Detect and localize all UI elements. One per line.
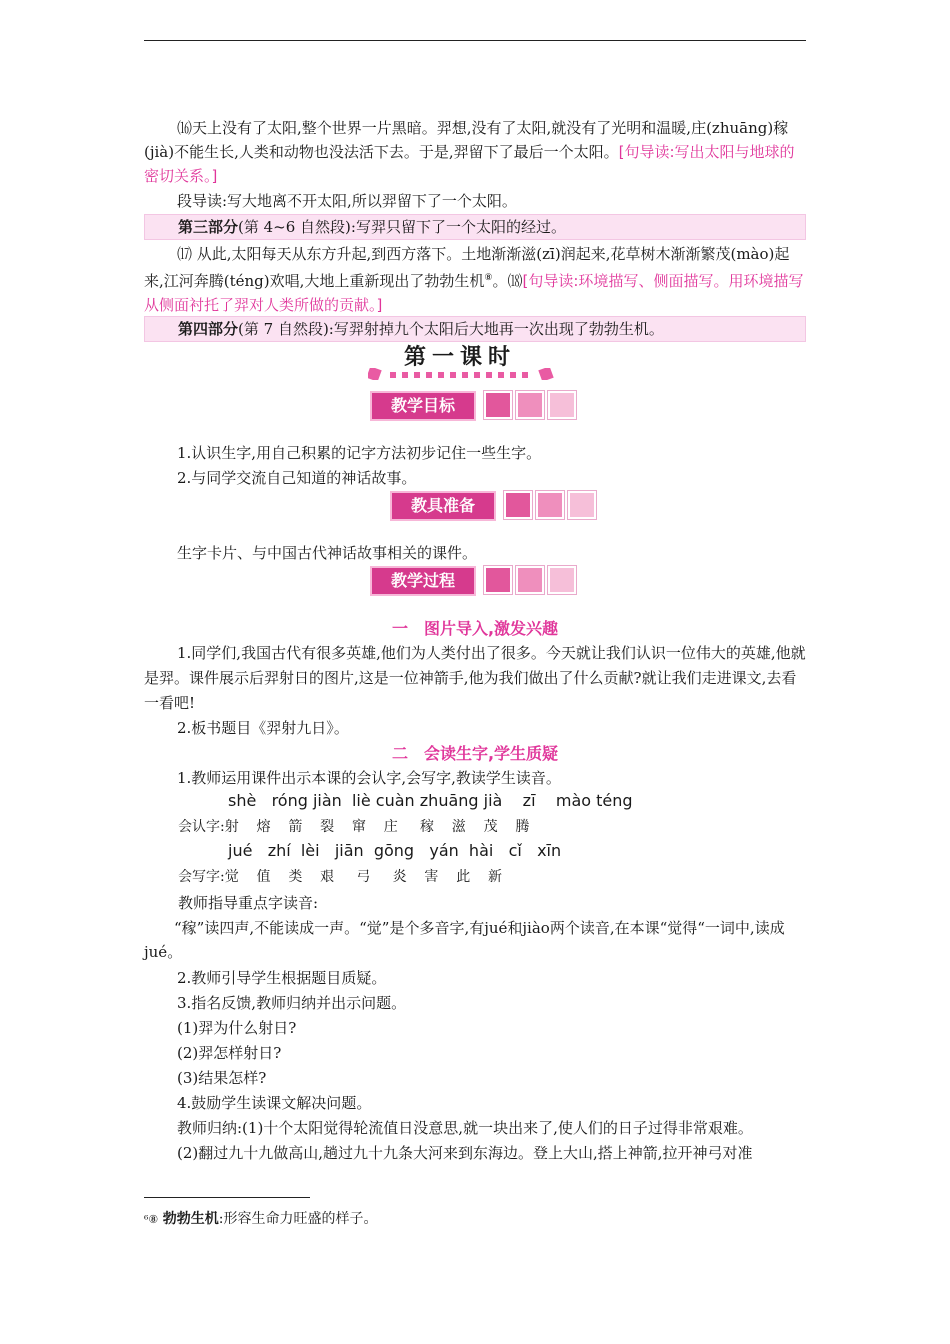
paragraph-17: ⒄ 从此,太阳每天从东方升起,到西方落下。土地渐渐滋(zī)润起来,花草树木渐渐繁茂(mào)起来,江河奔腾(téng)欢唱,大地上重新现出了勃勃生机⑧。⒅[句导读:环境描写、侧面描写。用环境描写从侧面衬托了羿对人类所做的贡献。]	[144, 245, 804, 314]
guide-text: “稼”读四声,不能读成一声。“觉”是个多音字,有jué和jiào两个读音,在本课“觉得“一词中,读成jué。	[144, 919, 785, 961]
goal-1: 1.认识生字,用自己积累的记字方法初步记住一些生字。	[177, 444, 542, 462]
section-2-title: 二 会读生字,学生质疑	[391, 744, 559, 763]
section-2-paragraph-2: 2.教师引导学生根据题目质疑。	[177, 969, 387, 987]
header-rule	[144, 40, 806, 41]
section-1-paragraph-1: 1.同学们,我国古代有很多英雄,他们为人类付出了很多。今天就让我们认识一位伟大的英雄,他就是羿。课件展示后羿射日的图片,这是一位神箭手,他为我们做出了什么贡献?就让我们走进课文,去看一看吧!	[144, 644, 806, 712]
pinyin-recognize-row: shè róng jiàn liè cuàn zhuāng jià zī mào téng	[228, 791, 633, 810]
hanzi-recognize-row: 会认字:射 熔 箭 裂 窜 庄 稼 滋 茂 腾	[178, 819, 530, 835]
question-2: (2)羿怎样射日?	[177, 1044, 282, 1062]
section-2-paragraph-3: 3.指名反馈,教师归纳并出示问题。	[177, 994, 407, 1012]
lesson-title: 第一课时	[403, 345, 516, 370]
part3-band: 第三部分(第 4~6 自然段):写羿只留下了一个太阳的经过。	[144, 214, 806, 240]
section-2-paragraph-1: 1.教师运用课件出示本课的会认字,会写字,教读学生读音。	[177, 769, 561, 787]
section-1-title: 一 图片导入,激发兴趣	[391, 619, 559, 638]
section-1-paragraph-2: 2.板书题目《羿射九日》。	[177, 719, 349, 737]
hanzi-write-row: 会写字:觉 值 类 艰 弓 炎 害 此 新	[178, 869, 503, 885]
teaching-tools-badge: 教具准备	[390, 491, 600, 521]
pinyin-write-row: jué zhí lèi jiān gōng yán hài cǐ xīn	[228, 841, 562, 860]
paragraph-16: ⒃天上没有了太阳,整个世界一片黑暗。羿想,没有了太阳,就没有了光明和温暖,庄(zhuāng)稼(jià)不能生长,人类和动物也没法活下去。于是,羿留下了最后一个太阳。[句导读:写出太阳与地球的密切关系。]	[144, 119, 795, 185]
tools-text: 生字卡片、与中国古代神话故事相关的课件。	[177, 544, 478, 562]
segment-note-3: 段导读:写大地离不开太阳,所以羿留下了一个太阳。	[177, 192, 517, 210]
footnote-rule	[144, 1197, 310, 1198]
part4-band: 第四部分(第 7 自然段):写羿射掉九个太阳后大地再一次出现了勃勃生机。	[144, 316, 806, 342]
guide-label: 教师指导重点字读音:	[178, 894, 319, 912]
section-2-paragraph-4: 4.鼓励学生读课文解决问题。	[177, 1094, 372, 1112]
footnote: ⁶⑧ 勃勃生机:形容生命力旺盛的样子。	[144, 1211, 378, 1227]
teaching-process-badge: 教学过程	[370, 566, 580, 596]
question-3: (3)结果怎样?	[177, 1069, 267, 1087]
summary-2: (2)翻过九十九做高山,趟过九十九条大河来到东海边。登上大山,搭上神箭,拉开神弓对准	[177, 1144, 753, 1162]
goal-2: 2.与同学交流自己知道的神话故事。	[177, 469, 417, 487]
question-1: (1)羿为什么射日?	[177, 1019, 297, 1037]
teaching-goals-badge: 教学目标	[370, 391, 580, 421]
title-dot-divider	[368, 368, 554, 380]
summary-1: 教师归纳:(1)十个太阳觉得轮流值日没意思,就一块出来了,使人们的日子过得非常艰难。	[177, 1119, 753, 1137]
